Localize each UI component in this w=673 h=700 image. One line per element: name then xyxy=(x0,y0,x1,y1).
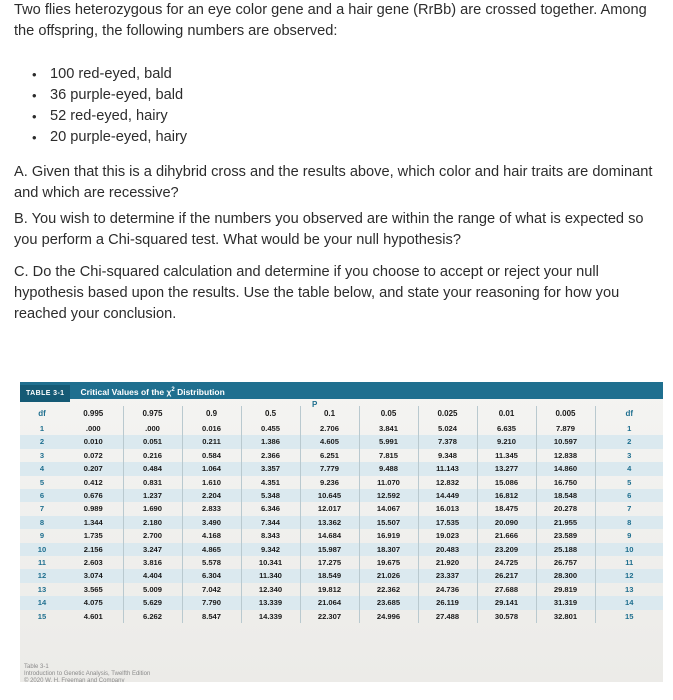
critical-value-cell: 20.483 xyxy=(418,543,477,556)
critical-value-cell: 9.210 xyxy=(477,435,536,448)
critical-value-cell: 23.337 xyxy=(418,569,477,582)
table-row xyxy=(20,422,663,435)
critical-value-cell: 0.010 xyxy=(64,435,123,448)
table-row xyxy=(20,462,663,475)
critical-value-cell: 21.955 xyxy=(536,516,595,529)
df-cell: 15 xyxy=(37,611,47,621)
critical-value-cell: 13.277 xyxy=(477,462,536,475)
list-item: • 100 red-eyed, bald xyxy=(28,64,187,85)
critical-value-cell: 31.319 xyxy=(536,596,595,609)
critical-value-cell: 1.735 xyxy=(83,531,103,541)
critical-value-cell: 27.488 xyxy=(418,610,477,623)
critical-value-cell: 4.601 xyxy=(83,611,103,621)
p-column-label: P xyxy=(312,400,318,409)
p-value-header: 0.005 xyxy=(536,406,595,422)
critical-value-cell: 3.490 xyxy=(182,516,241,529)
df-cell: 2 xyxy=(595,435,663,448)
critical-value-cell: 9.236 xyxy=(300,476,359,489)
critical-value-cell: 5.629 xyxy=(123,596,182,609)
df-cell: 2 xyxy=(20,435,64,448)
critical-value-cell: 7.879 xyxy=(536,422,595,435)
df-cell: 10 xyxy=(20,543,64,556)
critical-value-cell: 7.779 xyxy=(300,462,359,475)
critical-value-cell: 1.237 xyxy=(123,489,182,502)
df-cell: 9 xyxy=(39,531,45,541)
critical-value-cell: 0.455 xyxy=(241,422,300,435)
critical-value-cell: 6.251 xyxy=(300,449,359,462)
critical-value-cell: 26.119 xyxy=(418,596,477,609)
df-cell: 15 xyxy=(595,610,663,623)
critical-value-cell: 11.345 xyxy=(477,449,536,462)
critical-value-cell: 30.578 xyxy=(477,610,536,623)
critical-value-cell: 14.339 xyxy=(241,610,300,623)
critical-value-cell: 4.404 xyxy=(123,569,182,582)
critical-value-cell: 18.307 xyxy=(359,543,418,556)
critical-value-cell: 21.920 xyxy=(418,556,477,569)
critical-value-cell: 12.340 xyxy=(241,583,300,596)
critical-value-cell: 14.067 xyxy=(359,502,418,515)
critical-value-cell: 24.725 xyxy=(477,556,536,569)
p-value-header: 0.9 xyxy=(182,406,241,422)
critical-value-cell: .000 xyxy=(123,422,182,435)
critical-value-cell: 2.700 xyxy=(123,529,182,542)
df-cell: 1 xyxy=(595,422,663,435)
critical-value-cell: .000 xyxy=(85,424,101,433)
critical-values-table xyxy=(20,406,663,623)
table-row xyxy=(20,610,663,623)
critical-value-cell: 12.838 xyxy=(536,449,595,462)
p-value-header: 0.995 xyxy=(83,409,104,419)
critical-value-cell: 10.341 xyxy=(241,556,300,569)
critical-value-cell: 12.592 xyxy=(359,489,418,502)
critical-value-cell: 28.300 xyxy=(536,569,595,582)
df-cell: 8 xyxy=(20,516,64,529)
question-intro: Two flies heterozygous for an eye color gene and a hair gene (RrBb) are crossed together. Among the offspring, the following numbers are observed: xyxy=(14,2,647,39)
question-part-b: B. You wish to determine if the numbers you observed are within the range of what is expected so you perform a Chi-squared test. What would be your null hypothesis? xyxy=(14,211,644,248)
critical-value-cell: 4.075 xyxy=(64,596,123,609)
critical-value-cell: 7.378 xyxy=(418,435,477,448)
critical-value-cell: 24.996 xyxy=(359,610,418,623)
critical-value-cell: 5.024 xyxy=(418,422,477,435)
table-row xyxy=(20,543,663,556)
critical-value-cell: 16.812 xyxy=(477,489,536,502)
table-row xyxy=(20,489,663,502)
df-cell: 13 xyxy=(37,584,47,594)
critical-value-cell: 3.247 xyxy=(123,543,182,556)
critical-value-cell: 1.386 xyxy=(241,435,300,448)
df-cell: 5 xyxy=(595,476,663,489)
table-row xyxy=(20,569,663,582)
critical-value-cell: 27.688 xyxy=(477,583,536,596)
df-cell: 11 xyxy=(595,556,663,569)
critical-value-cell: 15.987 xyxy=(300,543,359,556)
critical-value-cell: 9.342 xyxy=(241,543,300,556)
df-cell: 7 xyxy=(595,502,663,515)
question-part-c: C. Do the Chi-squared calculation and determine if you choose to accept or reject your null hypothesis based upon the results. Use the table below, and state your reasoning for how you reached your conclusion. xyxy=(14,264,620,322)
critical-value-cell: 2.156 xyxy=(64,543,123,556)
df-header: df xyxy=(595,406,663,422)
critical-value-cell: 29.141 xyxy=(477,596,536,609)
critical-value-cell: 10.645 xyxy=(300,489,359,502)
table-row xyxy=(20,476,663,489)
critical-value-cell: 16.750 xyxy=(536,476,595,489)
critical-value-cell: 26.217 xyxy=(477,569,536,582)
critical-value-cell: 5.991 xyxy=(359,435,418,448)
p-value-header: 0.975 xyxy=(123,406,182,422)
critical-value-cell: 5.009 xyxy=(123,583,182,596)
df-cell: 9 xyxy=(595,529,663,542)
critical-value-cell: 7.042 xyxy=(182,583,241,596)
critical-value-cell: 11.143 xyxy=(418,462,477,475)
df-cell: 5 xyxy=(39,477,45,487)
table-header-row xyxy=(20,406,663,422)
critical-value-cell: 13.339 xyxy=(241,596,300,609)
df-cell: 1 xyxy=(39,424,45,433)
list-item: • 20 purple-eyed, hairy xyxy=(28,127,187,148)
critical-value-cell: 20.278 xyxy=(536,502,595,515)
critical-value-cell: 2.180 xyxy=(123,516,182,529)
critical-value-cell: 21.666 xyxy=(477,529,536,542)
critical-value-cell: 0.584 xyxy=(182,449,241,462)
p-value-header: 0.5 xyxy=(241,406,300,422)
critical-value-cell: 0.211 xyxy=(182,435,241,448)
critical-value-cell: 5.348 xyxy=(241,489,300,502)
table-row xyxy=(20,596,663,609)
critical-value-cell: 23.589 xyxy=(536,529,595,542)
critical-value-cell: 6.635 xyxy=(477,422,536,435)
critical-value-cell: 2.366 xyxy=(241,449,300,462)
critical-value-cell: 20.090 xyxy=(477,516,536,529)
list-item: • 36 purple-eyed, bald xyxy=(28,85,187,106)
df-cell: 4 xyxy=(20,462,64,475)
critical-value-cell: 25.188 xyxy=(536,543,595,556)
critical-value-cell: 1.064 xyxy=(182,462,241,475)
p-value-header: 0.01 xyxy=(477,406,536,422)
critical-value-cell: 3.816 xyxy=(123,556,182,569)
critical-value-cell: 26.757 xyxy=(536,556,595,569)
critical-value-cell: 10.597 xyxy=(536,435,595,448)
critical-value-cell: 5.578 xyxy=(182,556,241,569)
critical-value-cell: 2.706 xyxy=(300,422,359,435)
critical-value-cell: 16.919 xyxy=(359,529,418,542)
critical-value-cell: 12.017 xyxy=(300,502,359,515)
table-row xyxy=(20,529,663,542)
p-value-header: 0.025 xyxy=(418,406,477,422)
critical-value-cell: 0.412 xyxy=(83,477,103,487)
df-cell: 12 xyxy=(595,569,663,582)
critical-value-cell: 0.831 xyxy=(123,476,182,489)
critical-value-cell: 11.340 xyxy=(241,569,300,582)
critical-value-cell: 2.204 xyxy=(182,489,241,502)
critical-value-cell: 4.605 xyxy=(300,435,359,448)
df-cell: 7 xyxy=(39,504,45,514)
critical-value-cell: 13.362 xyxy=(300,516,359,529)
df-cell: 6 xyxy=(20,489,64,502)
critical-value-cell: 11.070 xyxy=(359,476,418,489)
p-value-header: 0.05 xyxy=(359,406,418,422)
df-cell: 3 xyxy=(595,449,663,462)
df-cell: 8 xyxy=(595,516,663,529)
critical-value-cell: 2.603 xyxy=(83,558,103,568)
table-title-bar xyxy=(20,382,663,399)
df-cell: 6 xyxy=(595,489,663,502)
critical-value-cell: 6.304 xyxy=(182,569,241,582)
critical-value-cell: 19.812 xyxy=(300,583,359,596)
critical-value-cell: 29.819 xyxy=(536,583,595,596)
critical-value-cell: 23.209 xyxy=(477,543,536,556)
critical-value-cell: 14.684 xyxy=(300,529,359,542)
critical-value-cell: 24.736 xyxy=(418,583,477,596)
critical-value-cell: 0.016 xyxy=(182,422,241,435)
critical-value-cell: 18.475 xyxy=(477,502,536,515)
critical-value-cell: 16.013 xyxy=(418,502,477,515)
df-cell: 4 xyxy=(595,462,663,475)
df-cell: 11 xyxy=(37,558,47,568)
critical-value-cell: 32.801 xyxy=(536,610,595,623)
critical-value-cell: 3.357 xyxy=(241,462,300,475)
observation-list xyxy=(28,64,187,148)
critical-value-cell: 0.676 xyxy=(64,489,123,502)
critical-value-cell: 6.262 xyxy=(123,610,182,623)
table-row xyxy=(20,583,663,596)
list-item: • 52 red-eyed, hairy xyxy=(28,106,187,127)
df-header: df xyxy=(38,409,46,419)
critical-value-cell: 1.690 xyxy=(123,502,182,515)
critical-value-cell: 2.833 xyxy=(182,502,241,515)
critical-value-cell: 17.535 xyxy=(418,516,477,529)
table-row xyxy=(20,435,663,448)
critical-value-cell: 1.344 xyxy=(64,516,123,529)
critical-value-cell: 7.815 xyxy=(359,449,418,462)
table-row xyxy=(20,449,663,462)
critical-value-cell: 3.841 xyxy=(359,422,418,435)
critical-value-cell: 7.790 xyxy=(182,596,241,609)
critical-value-cell: 3.074 xyxy=(64,569,123,582)
df-cell: 10 xyxy=(595,543,663,556)
critical-value-cell: 22.362 xyxy=(359,583,418,596)
table-tag: TABLE 3-1 xyxy=(20,385,70,402)
df-cell: 3 xyxy=(39,450,45,460)
critical-value-cell: 0.207 xyxy=(64,462,123,475)
critical-value-cell: 8.547 xyxy=(182,610,241,623)
critical-value-cell: 23.685 xyxy=(359,596,418,609)
table-row xyxy=(20,502,663,515)
critical-value-cell: 18.549 xyxy=(300,569,359,582)
p-value-header: 0.1 xyxy=(300,406,359,422)
critical-value-cell: 21.026 xyxy=(359,569,418,582)
critical-value-cell: 4.351 xyxy=(241,476,300,489)
df-cell: 14 xyxy=(595,596,663,609)
chi-square-table-image xyxy=(20,382,663,682)
question-part-a: A. Given that this is a dihybrid cross and the results above, which color and hair traits are dominant and which are recessive? xyxy=(14,164,653,201)
critical-value-cell: 3.565 xyxy=(83,584,103,594)
critical-value-cell: 1.610 xyxy=(182,476,241,489)
critical-value-cell: 6.346 xyxy=(241,502,300,515)
table-title: Critical Values of the $\chi^2$ Distribution xyxy=(80,386,225,397)
critical-value-cell: 9.348 xyxy=(418,449,477,462)
df-cell: 12 xyxy=(20,569,64,582)
table-row xyxy=(20,556,663,569)
critical-value-cell: 17.275 xyxy=(300,556,359,569)
df-cell: 13 xyxy=(595,583,663,596)
critical-value-cell: 21.064 xyxy=(300,596,359,609)
critical-value-cell: 0.072 xyxy=(83,450,103,460)
critical-value-cell: 0.051 xyxy=(123,435,182,448)
critical-value-cell: 0.484 xyxy=(123,462,182,475)
critical-value-cell: 14.860 xyxy=(536,462,595,475)
critical-value-cell: 4.168 xyxy=(182,529,241,542)
critical-value-cell: 18.548 xyxy=(536,489,595,502)
critical-value-cell: 15.507 xyxy=(359,516,418,529)
table-caption: Table 3-1 Introduction to Genetic Analysis, Twelfth Edition © 2020 W. H. Freeman and Company xyxy=(24,664,151,682)
critical-value-cell: 8.343 xyxy=(241,529,300,542)
critical-value-cell: 22.307 xyxy=(300,610,359,623)
critical-value-cell: 19.675 xyxy=(359,556,418,569)
critical-value-cell: 15.086 xyxy=(477,476,536,489)
critical-value-cell: 14.449 xyxy=(418,489,477,502)
critical-value-cell: 0.989 xyxy=(83,504,103,514)
critical-value-cell: 0.216 xyxy=(123,449,182,462)
critical-value-cell: 7.344 xyxy=(241,516,300,529)
table-row xyxy=(20,516,663,529)
critical-value-cell: 12.832 xyxy=(418,476,477,489)
df-cell: 14 xyxy=(20,596,64,609)
critical-value-cell: 9.488 xyxy=(359,462,418,475)
critical-value-cell: 19.023 xyxy=(418,529,477,542)
critical-value-cell: 4.865 xyxy=(182,543,241,556)
